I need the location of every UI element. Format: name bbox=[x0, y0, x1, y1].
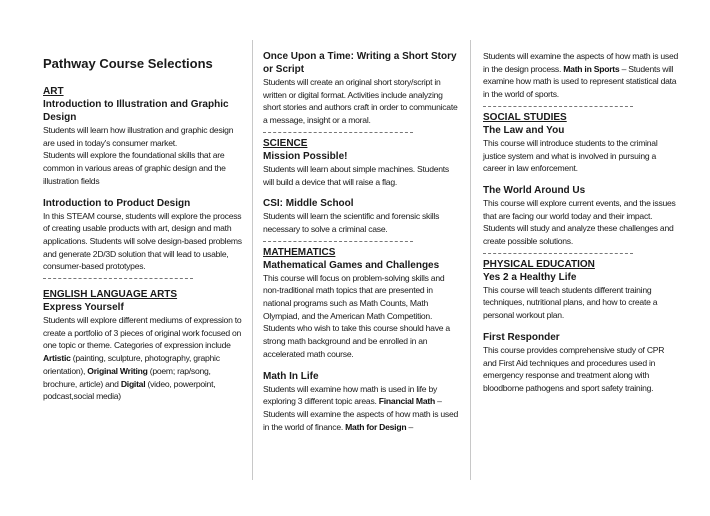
course-title: The World Around Us bbox=[483, 184, 586, 196]
course-description: Students will learn how illustration and graphic design are used in today's consumer market. bbox=[43, 125, 234, 148]
desc-term: Math in Sports bbox=[563, 63, 620, 74]
course-title: The Law and You bbox=[483, 124, 565, 136]
course-description: This course will introduce students to the criminal justice system and what is involved in pursuing a career in law enforcement. bbox=[483, 137, 658, 174]
course-title: Math In Life bbox=[263, 370, 319, 382]
desc-text: (video, powerpoint, podcast,social media) bbox=[43, 378, 216, 402]
desc-text: Students will examine the aspects of how math is used in the design process. bbox=[483, 51, 679, 74]
ela-heading: ENGLISH LANGUAGE ARTS bbox=[43, 289, 178, 301]
column-2 bbox=[263, 50, 459, 433]
course-title: First Responder bbox=[483, 331, 560, 343]
course-description bbox=[43, 314, 243, 403]
column-3 bbox=[483, 50, 679, 395]
desc-text: – Students will examine the aspects of how math is used in the world of finance. bbox=[263, 396, 459, 432]
section-divider bbox=[483, 253, 633, 254]
course-title: CSI: Middle School bbox=[263, 198, 354, 210]
section-divider bbox=[263, 241, 413, 242]
course-title: Mathematical Games and Challenges bbox=[263, 259, 440, 271]
course-description: This course provides comprehensive study of CPR and First Aid techniques and procedures used in emergency response and treatment along with bloodborne pathogens and sport safety training. bbox=[483, 344, 665, 393]
desc-text: (painting, sculpture, photography, graphic orientation), bbox=[43, 353, 220, 376]
course-title: Mission Possible! bbox=[263, 150, 348, 162]
section-divider bbox=[43, 278, 193, 279]
math-heading: MATHEMATICS bbox=[263, 246, 336, 258]
page-title: Pathway Course Selections bbox=[43, 56, 213, 71]
desc-term: Artistic bbox=[43, 353, 71, 364]
column-1 bbox=[43, 50, 243, 403]
column-divider bbox=[470, 40, 471, 480]
course-description bbox=[263, 383, 459, 434]
desc-text: Students will examine how math is used in life by exploring 3 different topic areas. bbox=[263, 383, 438, 407]
desc-term: Original Writing bbox=[87, 365, 148, 376]
desc-text: Students will explore different mediums of expression to create a portfolio of 3 pieces of original work focused on one topic or theme. Categories of expression include bbox=[43, 315, 242, 351]
course-description: In this STEAM course, students will explore the process of creating usable products with art, design and math applications. Students will solve design-based problems and generate 2D/3D solution that will lead to usable, consumer-based prototypes. bbox=[43, 210, 242, 272]
pe-heading: PHYSICAL EDUCATION bbox=[483, 258, 595, 270]
art-heading: ART bbox=[43, 86, 64, 97]
course-title: Once Upon a Time: Writing a Short Story or Script bbox=[263, 51, 457, 75]
course-description: This course will focus on problem-solving skills and non-traditional math topics that are presented in national programs such as Math Counts, Math Olympiad, and the American Math Competition. Students who wish to take this course should have a strong math background and be enrolled in an accelerated math course. bbox=[263, 272, 450, 359]
course-title: Express Yourself bbox=[43, 302, 124, 314]
course-description: Students will explore the foundational skills that are common in various areas of graphic design and the illustration fields bbox=[43, 150, 226, 186]
section-divider bbox=[483, 106, 633, 107]
course-description: Students will learn the scientific and forensic skills necessary to solve a criminal case. bbox=[263, 211, 440, 234]
desc-term: Math for Design bbox=[345, 421, 407, 432]
desc-text: – bbox=[406, 421, 413, 432]
desc-term: Financial Math bbox=[378, 396, 435, 407]
course-title: Introduction to Product Design bbox=[43, 197, 191, 209]
column-divider bbox=[252, 40, 253, 480]
course-description: Students will create an original short story/script in written or digital format. Activities include analyzing short stories and authors craft in order to communicate a message, insight or a moral. bbox=[263, 77, 458, 126]
section-divider bbox=[263, 132, 413, 133]
course-description: This course will explore current events, and the issues that are facing our world today and their impact. Students will study and analyze these challenges and create possible solutions. bbox=[483, 197, 676, 247]
desc-text: (poem; rap/song, brochure, article) and bbox=[43, 365, 211, 389]
course-title: Yes 2 a Healthy Life bbox=[483, 271, 577, 283]
course-description: This course will teach students different training techniques, nutritional plans, and how to create a personal workout plan. bbox=[483, 284, 658, 321]
social-studies-heading: SOCIAL STUDIES bbox=[483, 111, 567, 123]
course-title: Introduction to Illustration and Graphic Design bbox=[43, 99, 229, 123]
desc-term: Digital bbox=[120, 378, 146, 389]
desc-text: – Students will examine how math is used to represent statistical data in the world of sports. bbox=[483, 63, 677, 100]
science-heading: SCIENCE bbox=[263, 137, 308, 149]
course-description: Students will learn about simple machines. Students will build a device that will raise a flag. bbox=[263, 163, 449, 187]
course-description bbox=[483, 50, 679, 101]
